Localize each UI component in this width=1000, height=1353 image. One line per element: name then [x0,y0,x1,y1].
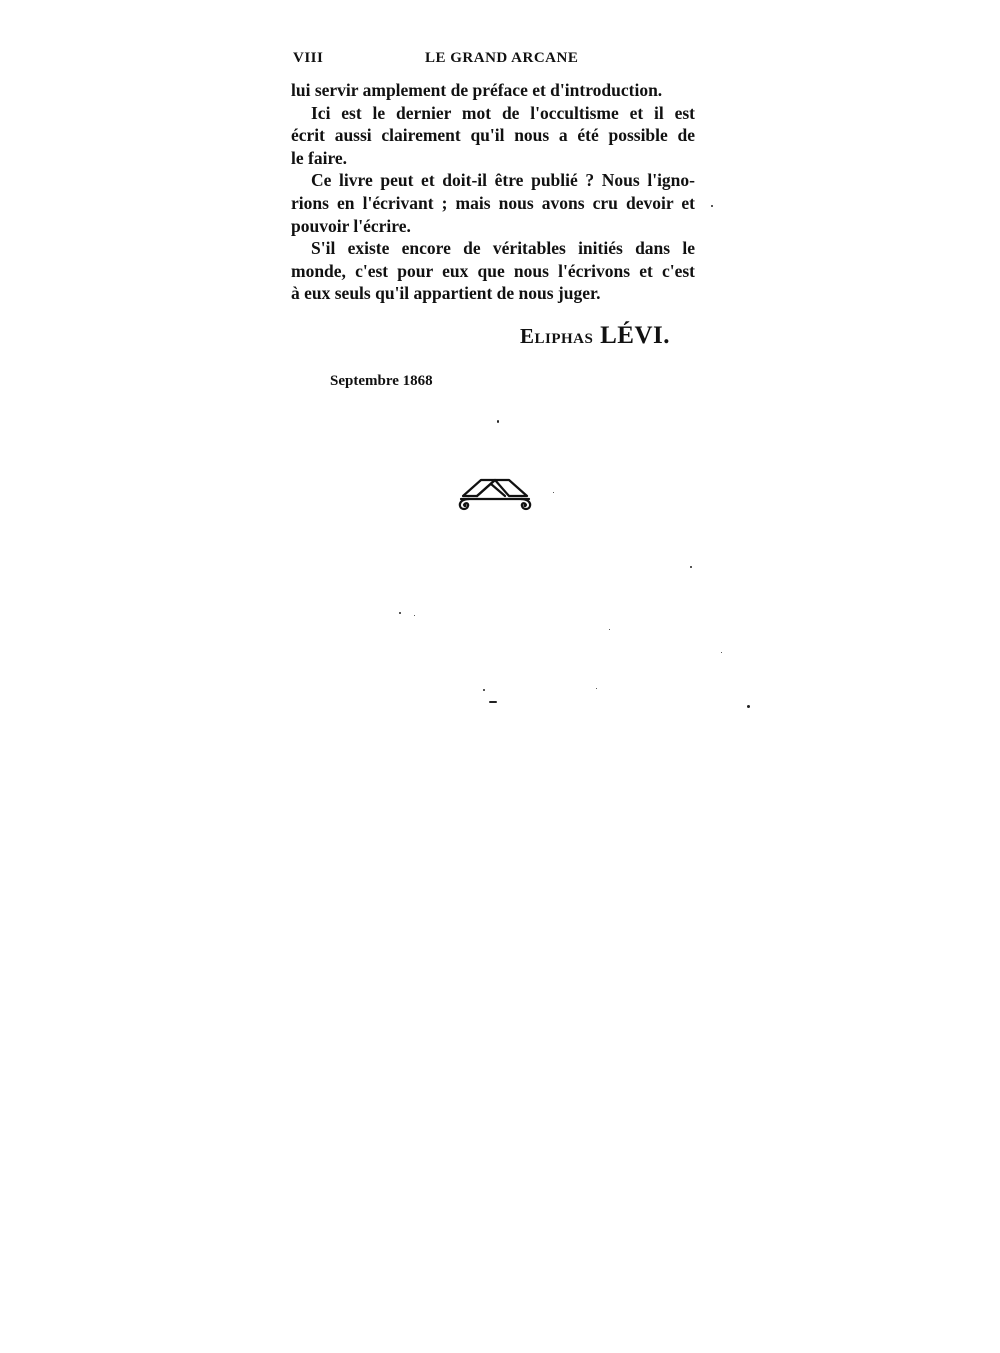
scan-speck [489,701,497,703]
text-line: pouvoir l'écrire. [291,215,411,236]
scan-speck [497,420,499,423]
text-line: à eux seuls qu'il appartient de nous juger. [291,283,601,304]
open-book-ornament-icon [455,472,535,516]
date-line: Septembre 1868 [330,373,433,389]
page-header [293,50,695,74]
author-first-name: Eliphas [520,324,594,348]
scan-speck [609,629,610,630]
scan-speck [596,688,597,689]
text-line: lui servir amplement de préface et d'introduction. [291,80,663,100]
text-line: rions en l'écrivant ; mais nous avons cru devoir et [291,192,695,213]
scan-speck [721,652,722,653]
text-line: écrit aussi clairement qu'il nous a été possible de [291,125,695,146]
scan-speck [414,615,415,616]
scan-speck [399,612,401,614]
text-line: Ici est le dernier mot de l'occultisme et il est [311,102,695,123]
text-line: S'il existe encore de véritables initiés dans le [311,238,695,259]
scan-speck [483,689,485,691]
scan-speck [747,705,750,708]
text-line: monde, c'est pour eux que nous l'écrivons et c'est [291,260,695,281]
page-number: VIII [293,50,324,66]
text-line: Ce livre peut et doit-il être publié ? Nous l'igno- [311,170,695,191]
text-line: le faire. [291,147,348,168]
author-last-name: LÉVI. [600,322,670,349]
running-title: LE GRAND ARCANE [425,50,579,66]
scan-speck [553,492,554,493]
body-text [291,79,695,305]
author-signature [520,322,670,350]
scan-speck [690,566,692,568]
scan-speck [711,205,713,207]
